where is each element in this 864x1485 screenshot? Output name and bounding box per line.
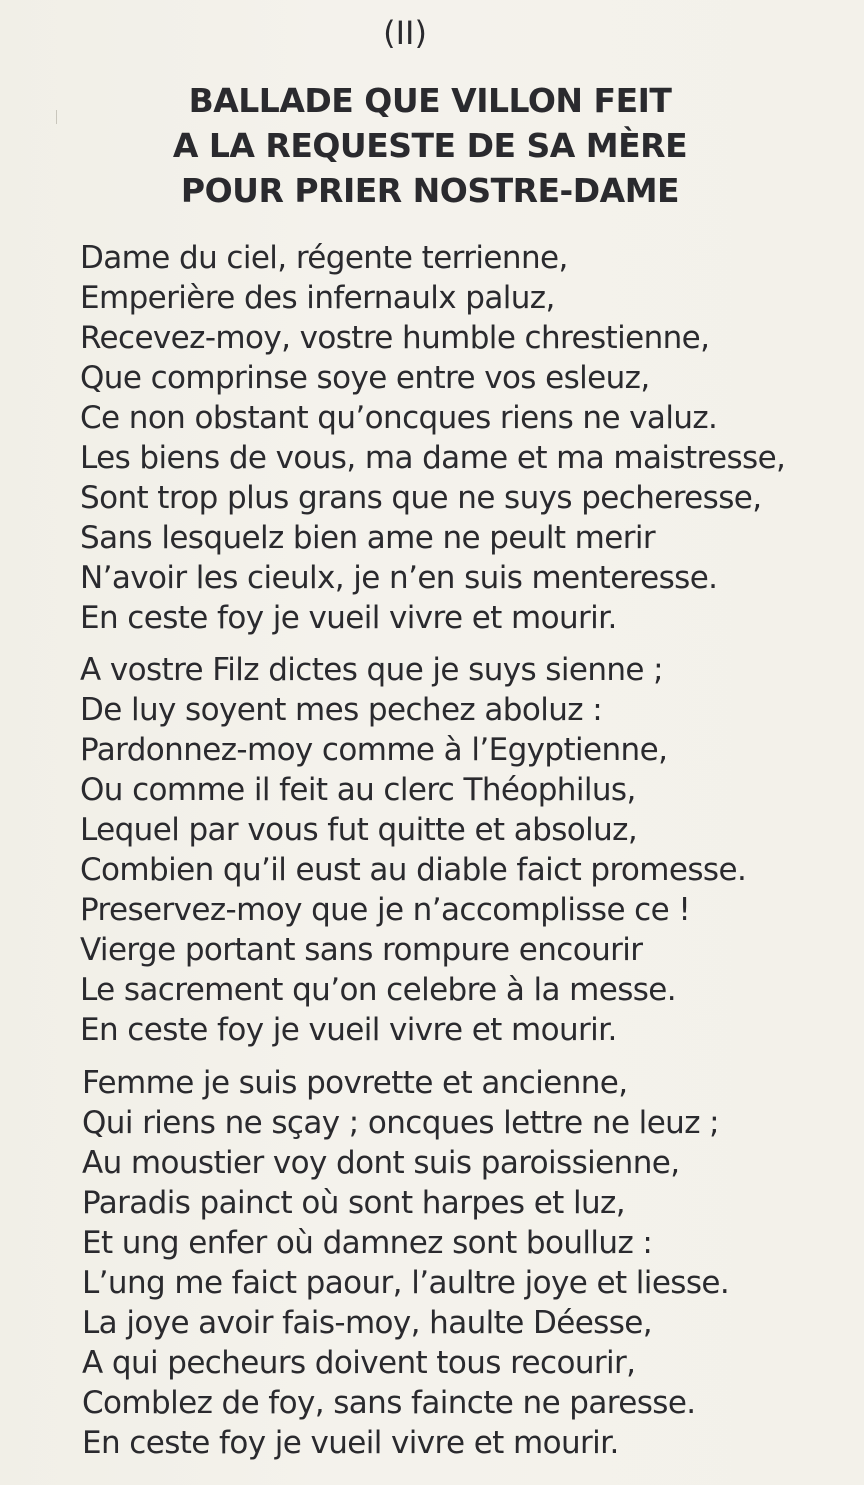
verse-line: Le sacrement qu’on celebre à la messe. (80, 972, 677, 1008)
verse-line: De luy soyent mes pechez aboluz : (80, 692, 603, 728)
verse-line: Ou comme il feit au clerc Théophilus, (80, 772, 636, 808)
verse-line: Qui riens ne sçay ; oncques lettre ne leuz ; (82, 1105, 719, 1141)
stanza-2 (80, 650, 860, 1050)
verse-line: Au moustier voy dont suis paroissienne, (82, 1145, 680, 1181)
verse-line: Emperière des infernaulx paluz, (80, 280, 555, 316)
ballade-title (0, 78, 860, 213)
refrain-line: En ceste foy je vueil vivre et mourir. (82, 1425, 619, 1461)
verse-line: Ce non obstant qu’oncques riens ne valuz. (80, 400, 718, 436)
verse-line: Combien qu’il eust au diable faict promesse. (80, 852, 747, 888)
refrain-line: En ceste foy je vueil vivre et mourir. (80, 1012, 617, 1048)
verse-line: Paradis painct où sont harpes et luz, (82, 1185, 625, 1221)
refrain-line: En ceste foy je vueil vivre et mourir. (80, 600, 617, 636)
verse-line: Sont trop plus grans que ne suys pecheresse, (80, 480, 762, 516)
verse-line: Vierge portant sans rompure encourir (80, 932, 643, 968)
verse-line: Pardonnez-moy comme à l’Egyptienne, (80, 732, 668, 768)
stanza-1 (80, 238, 860, 638)
title-line: POUR PRIER NOSTRE-DAME (180, 171, 680, 210)
title-line: A LA REQUESTE DE SA MÈRE (172, 126, 688, 165)
title-line: BALLADE QUE VILLON FEIT (188, 81, 672, 120)
stanza-3 (82, 1063, 862, 1463)
verse-line: Lequel par vous fut quitte et absoluz, (80, 812, 638, 848)
verse-line: Femme je suis povrette et ancienne, (82, 1065, 628, 1101)
verse-line: Recevez-moy, vostre humble chrestienne, (80, 320, 710, 356)
ballade-number: (II) (383, 14, 427, 52)
verse-line: Les biens de vous, ma dame et ma maistresse, (80, 440, 786, 476)
verse-line: Que comprinse soye entre vos esleuz, (80, 360, 650, 396)
verse-line: La joye avoir fais-moy, haulte Déesse, (82, 1305, 652, 1341)
verse-line: A vostre Filz dictes que je suys sienne ; (80, 652, 664, 688)
verse-line: Preservez-moy que je n’accomplisse ce ! (80, 892, 691, 928)
verse-line: Sans lesquelz bien ame ne peult merir (80, 520, 656, 556)
verse-line: A qui pecheurs doivent tous recourir, (82, 1345, 636, 1381)
verse-line: N’avoir les cieulx, je n’en suis menteresse. (80, 560, 718, 596)
verse-line: Dame du ciel, régente terrienne, (80, 240, 568, 276)
verse-line: L’ung me faict paour, l’aultre joye et liesse. (82, 1265, 730, 1301)
verse-line: Et ung enfer où damnez sont boulluz : (82, 1225, 653, 1261)
verse-line: Comblez de foy, sans faincte ne paresse. (82, 1385, 696, 1421)
